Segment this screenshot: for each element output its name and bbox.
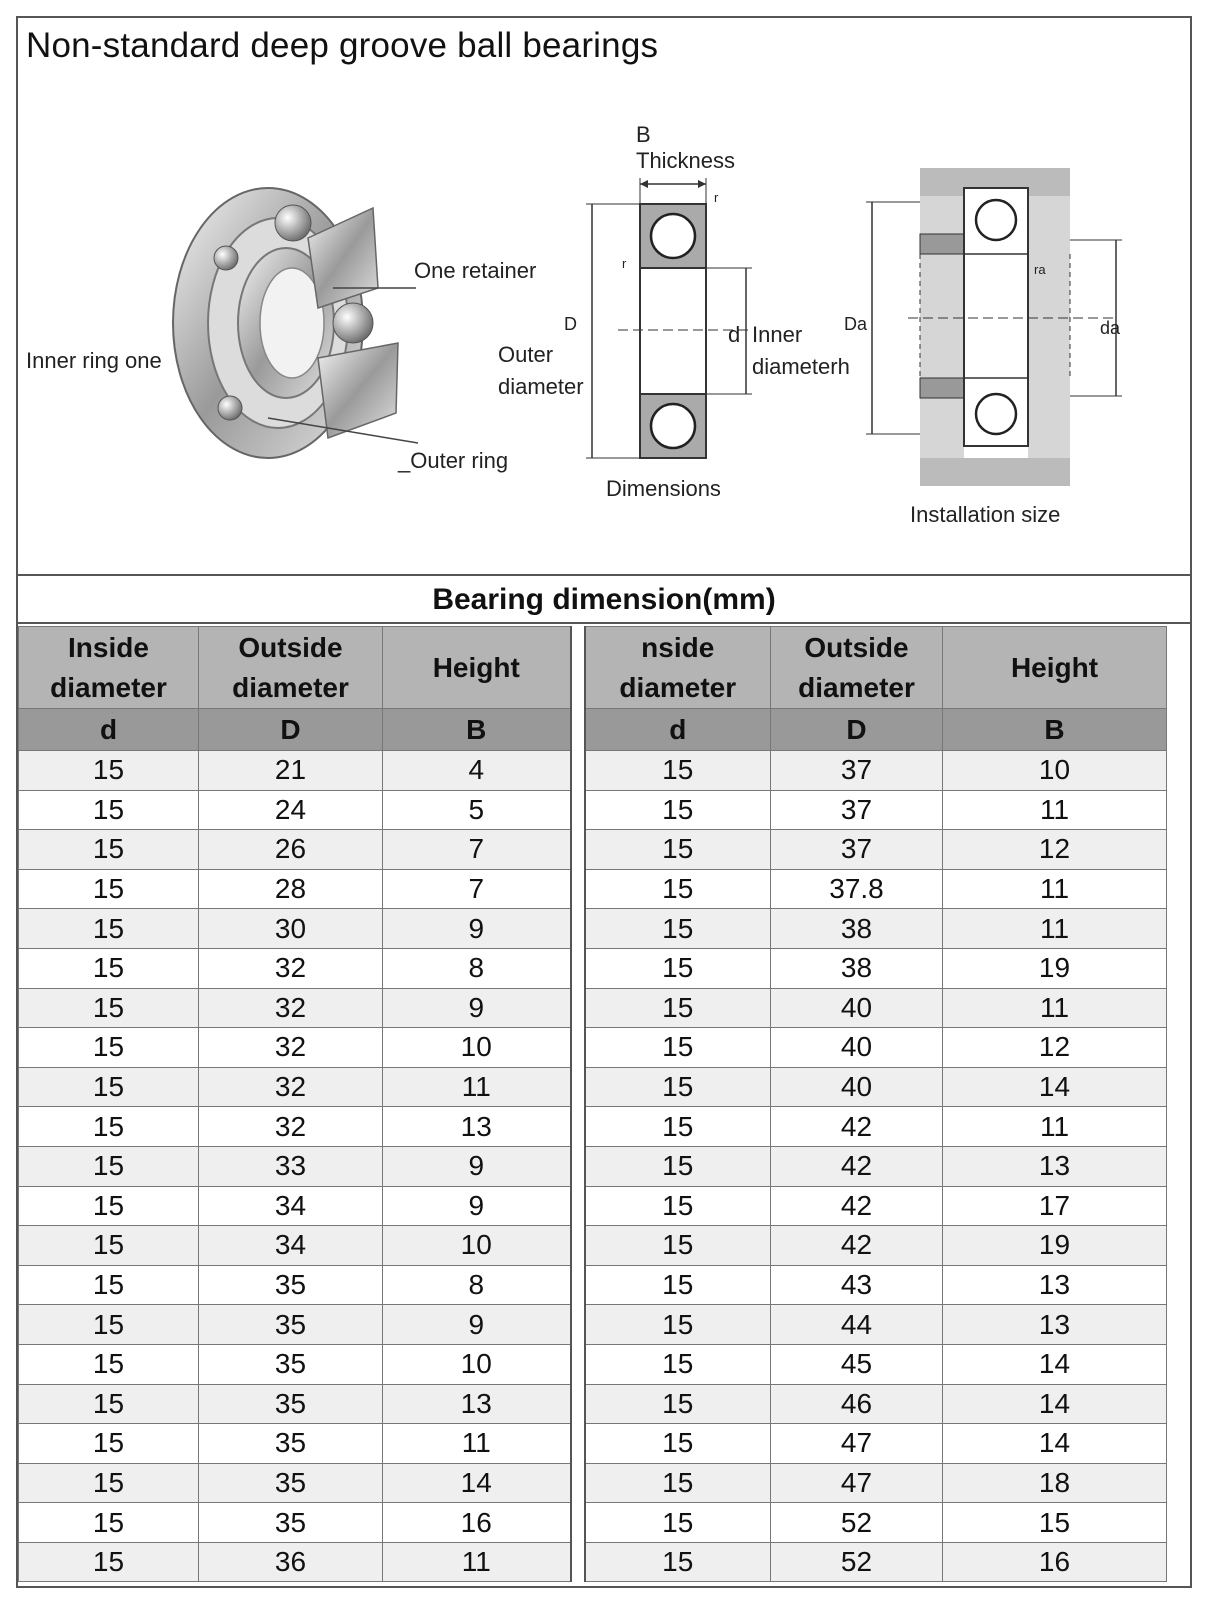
column-divider: [571, 1305, 585, 1345]
table-cell: 15: [585, 1344, 771, 1384]
table-row: [19, 1503, 1167, 1543]
table-cell: 15: [585, 1463, 771, 1503]
page-title: Non-standard deep groove ball bearings: [26, 26, 659, 65]
table-cell: 15: [19, 1344, 199, 1384]
table-cell: 15: [19, 1146, 199, 1186]
dimension-table-section: [18, 574, 1190, 1578]
bearing-figures: [18, 78, 1190, 588]
table-cell: 12: [943, 1028, 1167, 1068]
header-cell: Inside diameter: [19, 627, 199, 709]
symbol-cell: d: [19, 709, 199, 751]
table-row: [19, 1265, 1167, 1305]
table-cell: 35: [199, 1305, 383, 1345]
table-cell: 8: [383, 948, 571, 988]
table-cell: 15: [19, 988, 199, 1028]
inner-ring-label: Inner ring one: [26, 348, 162, 373]
table-cell: 13: [943, 1305, 1167, 1345]
table-cell: 35: [199, 1503, 383, 1543]
table-cell: 15: [19, 1107, 199, 1147]
column-divider: [571, 1542, 585, 1582]
symbol-cell: D: [771, 709, 943, 751]
bearing-illustration: [158, 178, 418, 468]
table-cell: 7: [383, 869, 571, 909]
table-row: [19, 790, 1167, 830]
table-cell: 37: [771, 790, 943, 830]
table-cell: 9: [383, 1305, 571, 1345]
column-divider: [571, 790, 585, 830]
table-cell: 15: [19, 1028, 199, 1068]
table-cell: 15: [19, 751, 199, 791]
table-cell: 15: [19, 909, 199, 949]
column-divider: [571, 709, 585, 751]
table-cell: 32: [199, 1107, 383, 1147]
table-cell: 35: [199, 1463, 383, 1503]
table-cell: 14: [943, 1384, 1167, 1424]
table-cell: 15: [19, 1503, 199, 1543]
table-cell: 4: [383, 751, 571, 791]
thickness-label: Thickness: [636, 148, 736, 173]
table-cell: 9: [383, 909, 571, 949]
table-cell: 16: [943, 1542, 1167, 1582]
table-cell: 15: [943, 1503, 1167, 1543]
table-row: [19, 1344, 1167, 1384]
table-cell: 15: [585, 1424, 771, 1464]
table-cell: 14: [943, 1424, 1167, 1464]
table-cell: 47: [771, 1463, 943, 1503]
symbol-cell: B: [383, 709, 571, 751]
table-cell: 11: [943, 1107, 1167, 1147]
table-cell: 52: [771, 1542, 943, 1582]
table-cell: 42: [771, 1186, 943, 1226]
table-cell: 11: [943, 869, 1167, 909]
table-cell: 15: [19, 1067, 199, 1107]
table-row: [19, 1107, 1167, 1147]
table-cell: 42: [771, 1107, 943, 1147]
table-cell: 32: [199, 948, 383, 988]
column-divider: [571, 627, 585, 709]
table-cell: 37: [771, 751, 943, 791]
table-cell: 9: [383, 1186, 571, 1226]
column-divider: [571, 948, 585, 988]
header-row-symbols: [19, 709, 1167, 751]
b-label: B: [636, 122, 651, 147]
table-cell: 15: [19, 1463, 199, 1503]
table-row: [19, 1226, 1167, 1266]
table-cell: 7: [383, 830, 571, 870]
table-cell: 36: [199, 1542, 383, 1582]
table-cell: 35: [199, 1424, 383, 1464]
header-cell: Height: [383, 627, 571, 709]
table-cell: 15: [585, 1503, 771, 1543]
table-cell: 42: [771, 1226, 943, 1266]
column-divider: [571, 909, 585, 949]
table-cell: 30: [199, 909, 383, 949]
dimensions-diagram: [578, 158, 778, 468]
table-row: [19, 948, 1167, 988]
outer-diameter-label-2: diameter: [498, 374, 584, 399]
table-cell: 32: [199, 1067, 383, 1107]
inner-diameter-label-2: diameterh: [752, 354, 850, 379]
table-cell: 37: [771, 830, 943, 870]
table-cell: 14: [943, 1344, 1167, 1384]
column-divider: [571, 1424, 585, 1464]
table-cell: 15: [585, 1265, 771, 1305]
table-cell: 18: [943, 1463, 1167, 1503]
table-cell: 13: [383, 1384, 571, 1424]
header-cell: Outside diameter: [199, 627, 383, 709]
table-cell: 19: [943, 1226, 1167, 1266]
table-cell: 35: [199, 1384, 383, 1424]
table-row: [19, 988, 1167, 1028]
column-divider: [571, 751, 585, 791]
table-cell: 15: [19, 869, 199, 909]
header-row-labels: [19, 627, 1167, 709]
header-cell: Outside diameter: [771, 627, 943, 709]
table-cell: 37.8: [771, 869, 943, 909]
table-cell: 15: [19, 1186, 199, 1226]
table-cell: 15: [585, 1146, 771, 1186]
Da-label: Da: [844, 314, 868, 334]
table-cell: 43: [771, 1265, 943, 1305]
outer-ring-label: _Outer ring: [398, 448, 509, 473]
table-cell: 15: [19, 1424, 199, 1464]
table-cell: 35: [199, 1265, 383, 1305]
table-cell: 15: [19, 790, 199, 830]
document-frame: [16, 16, 1192, 1588]
table-cell: 15: [585, 1067, 771, 1107]
table-cell: 12: [943, 830, 1167, 870]
table-cell: 15: [19, 1384, 199, 1424]
table-cell: 10: [383, 1226, 571, 1266]
table-cell: 35: [199, 1344, 383, 1384]
r-left-label: r: [622, 256, 627, 271]
table-cell: 16: [383, 1503, 571, 1543]
table-cell: 15: [585, 1384, 771, 1424]
inner-diameter-label-1: Inner: [752, 322, 803, 347]
table-cell: 15: [585, 1542, 771, 1582]
table-cell: 34: [199, 1186, 383, 1226]
table-cell: 40: [771, 1067, 943, 1107]
table-cell: 11: [383, 1424, 571, 1464]
dimensions-label: Dimensions: [606, 476, 721, 501]
table-cell: 11: [383, 1542, 571, 1582]
table-cell: 11: [943, 988, 1167, 1028]
table-cell: 15: [585, 1305, 771, 1345]
table-row: [19, 1067, 1167, 1107]
installation-diagram: [858, 168, 1138, 498]
table-cell: 38: [771, 948, 943, 988]
column-divider: [571, 1503, 585, 1543]
table-row: [19, 830, 1167, 870]
table-cell: 21: [199, 751, 383, 791]
table-cell: 9: [383, 988, 571, 1028]
table-cell: 14: [943, 1067, 1167, 1107]
column-divider: [571, 1384, 585, 1424]
table-cell: 40: [771, 1028, 943, 1068]
table-cell: 47: [771, 1424, 943, 1464]
table-row: [19, 1542, 1167, 1582]
table-cell: 15: [19, 948, 199, 988]
table-cell: 32: [199, 988, 383, 1028]
bearing-dimension-table: [18, 626, 1167, 1582]
table-row: [19, 909, 1167, 949]
table-cell: 15: [19, 1305, 199, 1345]
column-divider: [571, 1146, 585, 1186]
table-cell: 9: [383, 1146, 571, 1186]
table-cell: 15: [585, 790, 771, 830]
table-cell: 38: [771, 909, 943, 949]
table-row: [19, 869, 1167, 909]
table-cell: 15: [19, 1265, 199, 1305]
da-label: da: [1100, 318, 1121, 338]
column-divider: [571, 1463, 585, 1503]
table-cell: 11: [943, 909, 1167, 949]
table-row: [19, 1146, 1167, 1186]
table-cell: 15: [19, 1226, 199, 1266]
table-cell: 15: [585, 830, 771, 870]
table-cell: 32: [199, 1028, 383, 1068]
column-divider: [571, 1265, 585, 1305]
table-cell: 10: [383, 1344, 571, 1384]
table-cell: 8: [383, 1265, 571, 1305]
table-cell: 17: [943, 1186, 1167, 1226]
installation-size-label: Installation size: [910, 502, 1061, 527]
d-label: d: [728, 322, 741, 347]
table-row: [19, 1463, 1167, 1503]
table-cell: 42: [771, 1146, 943, 1186]
table-row: [19, 1028, 1167, 1068]
column-divider: [571, 1067, 585, 1107]
table-cell: 15: [585, 1107, 771, 1147]
table-cell: 28: [199, 869, 383, 909]
column-divider: [571, 1107, 585, 1147]
table-cell: 15: [585, 751, 771, 791]
table-cell: 13: [383, 1107, 571, 1147]
table-cell: 15: [585, 909, 771, 949]
table-cell: 19: [943, 948, 1167, 988]
table-cell: 40: [771, 988, 943, 1028]
table-cell: 10: [383, 1028, 571, 1068]
table-cell: 15: [19, 1542, 199, 1582]
table-row: [19, 1424, 1167, 1464]
table-cell: 10: [943, 751, 1167, 791]
table-cell: 33: [199, 1146, 383, 1186]
column-divider: [571, 1226, 585, 1266]
table-cell: 15: [585, 948, 771, 988]
table-cell: 13: [943, 1146, 1167, 1186]
table-cell: 14: [383, 1463, 571, 1503]
ra-label: ra: [1034, 262, 1046, 277]
table-cell: 34: [199, 1226, 383, 1266]
table-row: [19, 1305, 1167, 1345]
table-cell: 45: [771, 1344, 943, 1384]
header-cell: Height: [943, 627, 1167, 709]
table-cell: 5: [383, 790, 571, 830]
table-cell: 15: [585, 1028, 771, 1068]
table-cell: 11: [943, 790, 1167, 830]
D-label: D: [564, 314, 577, 334]
table-cell: 11: [383, 1067, 571, 1107]
table-cell: 44: [771, 1305, 943, 1345]
column-divider: [571, 1186, 585, 1226]
table-cell: 15: [19, 830, 199, 870]
one-retainer-label: One retainer: [414, 258, 537, 283]
table-caption: Bearing dimension(mm): [18, 574, 1190, 624]
table-cell: 15: [585, 988, 771, 1028]
table-cell: 15: [585, 869, 771, 909]
r-top-label: r: [714, 190, 719, 205]
table-cell: 15: [585, 1226, 771, 1266]
table-row: [19, 751, 1167, 791]
table-cell: 52: [771, 1503, 943, 1543]
column-divider: [571, 988, 585, 1028]
symbol-cell: D: [199, 709, 383, 751]
column-divider: [571, 830, 585, 870]
column-divider: [571, 869, 585, 909]
table-row: [19, 1186, 1167, 1226]
header-cell: nside diameter: [585, 627, 771, 709]
symbol-cell: B: [943, 709, 1167, 751]
column-divider: [571, 1028, 585, 1068]
outer-diameter-label-1: Outer: [498, 342, 554, 367]
column-divider: [571, 1344, 585, 1384]
table-cell: 46: [771, 1384, 943, 1424]
symbol-cell: d: [585, 709, 771, 751]
table-row: [19, 1384, 1167, 1424]
table-cell: 24: [199, 790, 383, 830]
table-cell: 13: [943, 1265, 1167, 1305]
table-cell: 26: [199, 830, 383, 870]
table-cell: 15: [585, 1186, 771, 1226]
